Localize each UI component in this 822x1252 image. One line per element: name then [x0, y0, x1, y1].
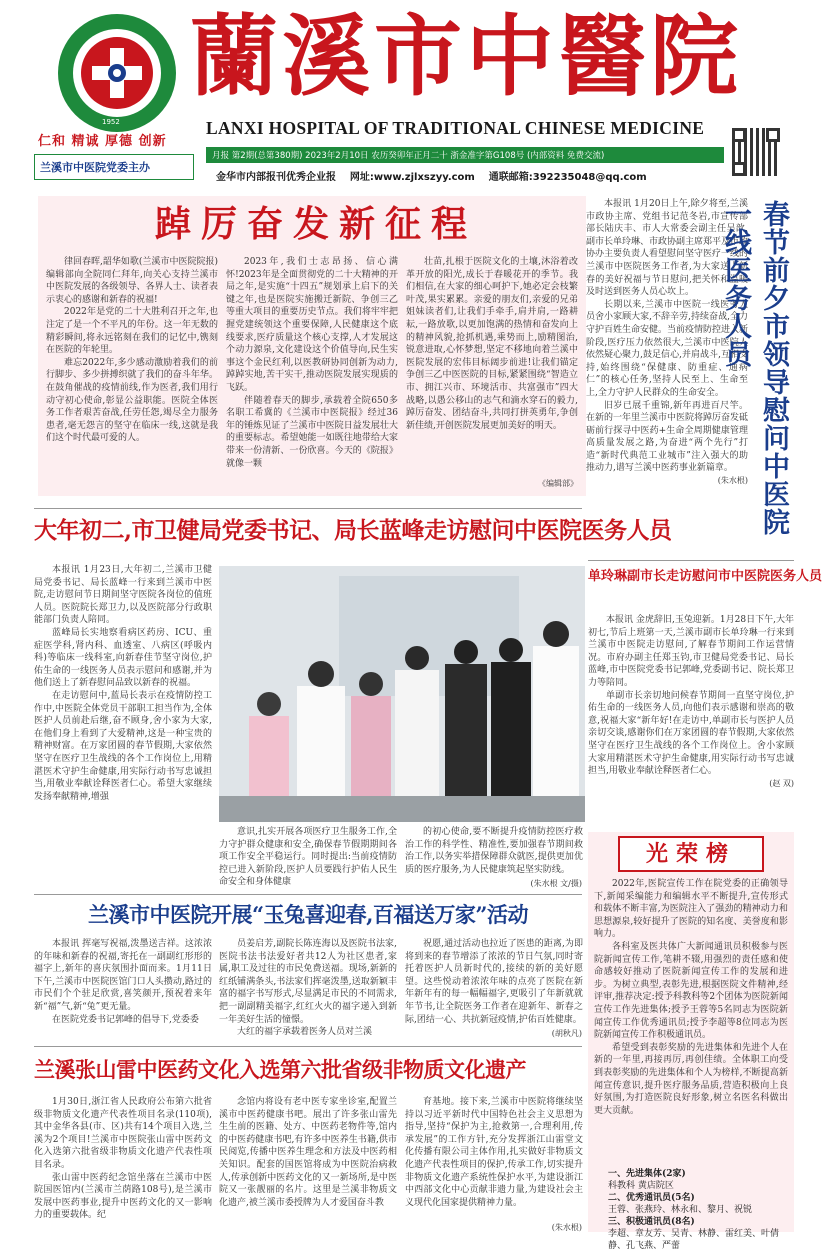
editorial-section	[38, 196, 586, 496]
shan-story-signature: (赵 双)	[769, 778, 794, 788]
masthead-title: 蘭溪市中醫院	[190, 4, 743, 108]
visit-story-title: 大年初二,市卫健局党委书记、局长蓝峰走访慰问中医院医务人员	[34, 517, 672, 544]
editorial-col-1: 律回春晖,韶华如歌(兰溪市中医院院报)编辑部向全院同仁拜年,向关心支持兰溪市中医院发展的各级领导、各界人士、读者表示衷心的感谢和新春的祝福! 2022年是党的二十大胜利召开之年,也注定了是一个不平凡的年份。这一年无数的精彩瞬间,将永远铭刻在我们的记忆中,镌刻在医院的年轮里。 难忘2022年,多少感动激励着我们的前行脚步、多少拼搏织就了我们的奋斗年华。在鼓角催战的疫情前线,作为医者,我们用行动守初心使命,彰显公益职能。医院全体医务工作者艰苦奋战,任劳任怨,竭尽全力服务患者,毫无怨言的坚守在临床一线,这就是我们这个时代最可爱的人。	[46, 257, 218, 444]
honor-list	[608, 1168, 788, 1252]
honor-list-item: 一、先进集体(2家) 科教科 黄店院区	[608, 1169, 686, 1191]
logo-year: 1952	[102, 118, 120, 126]
right-story-body: 本报讯 1月20日上午,除夕将至,兰溪市政协主席、党组书记范冬岩,市宣传部部长陆庆丰、市人大常委会副主任吴歆,副市长单玲琳、市政协副主席郑平及市政协办主要负责人看望慰问坚守医疗一线的兰溪市中医院医务工作者,为大家送上新春的美好祝福与节日慰问,把关怀和温暖及时送到医务人员心坎上。 长期以来,兰溪市中医院一线医务人员舍小家顾大家,不辞辛劳,持续奋战,全力守护百姓生命安健。当前疫情防控进入新阶段,医疗压力依然很大,兰溪市中医院人依然疑心聚力,鼓足信心,并肩战斗,互相支持,始终围绕“保健康、防重症、通病仁”的核心任务,坚持人民至上、生命至上,全力守护人民群众的生命安全。 旧岁已展千重锦,新年再进百尺竿。在新的一年里兰溪市中医院将踔厉奋发砥砺前行探寻中医药+生命全周期健康管理高质量发展之路,为奋进“两个先行”打造“新时代典范工业城市”注入强大的助推动力,谱写兰溪中医药事业新篇章。 (朱水根)	[586, 198, 748, 550]
shan-story-title: 单玲琳副市长走访慰问市中医院医务人员	[588, 569, 822, 584]
divider	[34, 894, 582, 895]
rabbit-story-signature: (胡秋凡)	[551, 1029, 582, 1038]
visit-story-left: 本报讯 1月23日,大年初二,兰溪市卫健局党委书记、局长蓝峰一行来到兰溪市中医院,走访慰问节日期间坚守医院各岗位的值班人员。医院院长郑卫力,以及医院部分行政职能部门负责人陪同。 蓝峰局长实地察看病区药房、ICU、重症医学科,肾内科、血透室、八病区(呼吸内科)等临床一线科室,向新春佳节坚守岗位,护佑生命的一线医务人员表示慰问和感谢,并为他们送上了新春慰问品致以新春的祝福。 在走访慰问中,蓝局长表示在疫情防控工作中,中医院全体党员干部职工担当作为,全体医护人员前赴后继,奋不顾身,舍小家为大家,在他们身上看到了大爱精神,这是一种宝贵的精神财富。在万家团圆的春节假期,大家依然坚守在医疗卫生战线的各个工作岗位上,用精湛医术守护生命健康,用实际行动书写忠诚担当,用敬业奉献诠释医者仁心。希望大家继续发扬奉献精神,增强	[34, 565, 212, 802]
honor-list-item: 三、积极通讯员(8名) 李超、章友芳、吴青、林静、雷红美、叶倩静、孔飞燕、严蕾	[608, 1217, 780, 1251]
heritage-col-1: 1月30日,浙江省人民政府公布第六批省级非物质文化遗产代表性项目名录(110项),其中金华各县(市、区)共有14个项目入选,兰溪为2个项目!兰溪市中医院张山雷中医药文化入选第六批省级非物质文化遗产代表性项目名录。 张山雷中医药纪念馆坐落在兰溪市中医院国医馆内(兰溪市兰荫路108号),是兰溪市发展中医药事业,提升中医药文化的又一影响力的重要载体。纪	[34, 1097, 212, 1221]
editorial-title: 踔厉奋发新征程	[154, 203, 477, 245]
visit-story-bottom-right: 的初心使命,要不断提升疫情防控医疗救治工作的科学性、精准性,要加强春节期间救治工作,以务实举措保障群众就医,提供更加优质的医疗服务,为人民健康筑起坚实防线。	[405, 827, 583, 875]
rabbit-col-3: 祝愿,通过活动也拉近了医患的距离,为即将到来的春节增添了浓浓的节日气氛,同时寄托着医护人员新时代的,接续的新的美好愿望。这些悦动着浓浓年味的点亮了医院在新年新年有的每一幅幅福字,更吸引了年新就就年节书,让全院医务工作者在迎新年、新春之际,团结一心、共抗新冠疫情,护佑百姓健康。	[405, 939, 583, 1025]
honor-body: 2022年,医院宣传工作在院党委的正确领导下,新闻采编能力和编辑水平不断提升,宣传形式和载体不断丰富,为医院注入了强劲的精神动力和思想源泉,较好提升了医院的知名度、美誉度和影响力。 各科室及医共体广大新闻通讯员积极参与医院新闻宣传工作,笔耕不辍,用强烈的责任感和使命感较好推动了医院新闻宣传工作的发展和进步。为树立典型,表彰先进,根据医院文件精神,经评审,推荐决定:授予科教科等2个团体为医院新闻宣传工作先进集体;授予王蓉等5名同志为医院新闻宣传工作优秀通讯员;授予李超等8位同志为医院新闻宣传工作积极通讯员。 希望受到表彰奖励的先进集体和先进个人在新的一年里,再接再厉,再创佳绩。全体职工向受到表彰奖励的先进集体和个人为榜样,不断提高新闻宣传意识,提升医疗服务品质,营造积极向上良好氛围,为打造医院良好形象,树立名医名科做出更大贡献。	[594, 879, 788, 1116]
motto: 仁和 精诚 厚德 创新	[38, 134, 167, 149]
sub-line: 金华市内部报刊优秀企业报 网址:www.zjlxszyy.com 通联邮箱:392235048@qq.com	[216, 172, 647, 183]
hospital-logo	[58, 14, 176, 132]
visit-story-bottom-mid: 意识,扎实开展各项医疗卫生服务工作,全力守护群众健康和安全,确保春节假期期间各项工作安全平稳运行。同时提出:当前疫情防控已进入新阶段,医护人员要践行护佑人民生命安全和身体健康	[219, 827, 397, 888]
editorial-signature: 《编辑部》	[538, 479, 578, 488]
shan-story-body: 本报讯 金虎辞旧,玉兔迎新。1月28日下午,大年初七,节后上班第一天,兰溪市副市长单玲琳一行来到兰溪市中医院走访慰问,了解春节期间工作运营情况。市府办副主任郑玉钧,市卫健局党委书记、局长蓝峰,市中医院党委书记郭峰,党委副书记、院长郑卫力等陪同。 单副市长亲切地问候春节期间一直坚守岗位,护佑生命的一线医务人员,向他们表示感谢和崇高的敬意,祝福大家“新年好!在走访中,单副市长与医护人员亲切交谈,感谢你们在万家团圆的春节假期,大家依然坚守在医疗卫生战线的各个工作岗位上。舍小家顾大家用精湛医术守护生命健康,用实际行动书写忠诚担当,用敬业奉献诠释医者仁心。 (赵 双)	[588, 614, 794, 824]
honor-title: 光荣榜	[645, 841, 736, 867]
sponsor-label: 兰溪市中医院党委主办	[40, 161, 150, 174]
rabbit-col-1: 本报讯 挥毫写祝福,泼墨送吉祥。这浓浓的年味和新春的祝福,寄托在一副副红形形的福字上,新年的喜庆氛围扑面而来。1月11日下午,兰溪市中医院医馆门口人头攒动,路过的市民们个个驻足欣赏,喜笑颜开,预祝着来年新“福”气,新“兔”更无量。 在医院党委书记郭峰的倡导下,党委委	[34, 939, 212, 1025]
rabbit-col-2: 员姜启芳,副院长陈连海以及医院书法家,医院书法书法爱好者共12人为社区患者,家属,职工及过往的市民免费送福。现场,新新的红纸铺满条头,书法家们挥毫泼墨,送取新颖丰富的福字书写形式,尽显满足市民的不同需求,把一副副精美福字,红红火火的福字递入到新一年美好生活的憧憬。 大红的福字承载着医务人员对兰溪	[219, 939, 397, 1038]
divider	[34, 508, 582, 509]
logo-emblem-icon	[58, 14, 176, 132]
right-story-signature: (朱水根)	[717, 476, 748, 486]
masthead	[0, 0, 800, 196]
editorial-col-2: 2023年,我们士志昂扬、信心满怀!2023年是全面贯彻党的二十大精神的开局之年,是实施“十四五”规划承上启下的关键之年,也是医院实施搬迁新院、争创三乙等重大项目的重要历史节点。我们将牢牢把握党建统领这个重要保障,人民健康这个底线要求,医疗质量这个核心支撑,人才发展这个动力源泉,文化建设这个价值导向,民生实事这个金民红利,以医教研协同创新为动力,踔踔实地,苦干实干,推动医院发展实现质的飞跃。 伴随着春天的脚步,承载着全院650多名职工希冀的《兰溪市中医院报》经过36年的锤炼见证了兰溪市中医院日益发展壮大的重要标志。希望她能一如既往地带给大家带来一份清新、一份欣喜。今天的《院报》就像一颗	[226, 257, 398, 469]
heritage-col-2: 念馆内将设有老中医专家坐诊室,配置兰溪市中医药健康书吧。展出了许多张山雷先生生前的医籍、处方、中医药老物件等,馆内的中医药健康书吧,有许多中医养生书籍,供市民阅览,传播中医养生理念和方法及中医药相关知识。配套的国医馆将成为中医院治病救人,传承创新中医药文化的又一新场所,是中医院又一张靓丽的名片。这里是兰溪非物质文化遗产,被兰溪市委授牌为人才爱国奋斗教	[219, 1097, 397, 1208]
english-title: LANXI HOSPITAL OF TRADITIONAL CHINESE MEDICINE	[206, 118, 705, 138]
divider	[588, 560, 794, 561]
right-story-title: 春节前夕市领导慰问中医院一线医务人员	[720, 200, 789, 536]
qr-code-icon	[732, 128, 780, 176]
issue-line: 月报 第2期(总第380期) 2023年2月10日 农历癸卯年正月二十 浙金准字第G108号 (内部资料 免费交流)	[212, 151, 605, 161]
rabbit-story-title: 兰溪市中医院开展“玉兔喜迎春,百福送万家”活动	[88, 902, 528, 927]
visit-story-signature: (朱水根 文/摄)	[530, 879, 582, 888]
editorial-col-3: 壮苗,扎根于医院文化的土壤,沐浴着改革开放的阳光,成长于春暖花开的季节。我们相信,在大家的细心呵护下,她必定会枝繁叶茂,果实累累。亲爱的朋友们,亲爱的兄弟姐妹读者们,让我们手牵手,肩并肩,一路耕耘,一路放歌,以更加饱满的热情和奋发向上的精神风貌,抢抓机遇,乘势而上,励精图治,锐意进取,心怀梦想,坚定不移地向着兰溪中医院发展的宏伟目标阔步前进!让我们锚定争创三乙中医医院的目标,紧紧围绕“智造立市、拥江兴市、环境活市、共富强市”四大战略,以愚公移山的志气和滴水穿石的毅力,踔厉奋发、团结奋斗,共同打拼英勇年,争创新佳绩,开创医院发展更加美好的明天。	[406, 257, 578, 431]
heritage-story-signature: (朱水根)	[551, 1223, 582, 1232]
divider	[34, 1046, 582, 1047]
honor-section	[588, 832, 794, 1251]
visit-photo-people-icon	[219, 566, 585, 822]
honor-list-item: 二、优秀通讯员(5名) 王蓉、张燕玲、林永和、黎月、祝锐	[608, 1193, 753, 1215]
visit-photo	[219, 566, 585, 822]
heritage-col-3: 育基地。接下来,兰溪市中医院将继续坚持以习近平新时代中国特色社会主义思想为指导,坚持“保护为主,抢救第一,合理利用,传承发展”的工作方针,充分发挥浙江山雷堂文化传播有限公司主体作用,扎实做好非物质文化遗产代表性项目的保护,传承工作,切实提升非物质文化遗产系统性保护水平,为建设浙江中西部文化中心贡献非遗力量,为建设社会主义现代化国家提供精神力量。	[405, 1097, 583, 1208]
heritage-story-title: 兰溪张山雷中医药文化入选第六批省级非物质文化遗产	[34, 1057, 526, 1082]
